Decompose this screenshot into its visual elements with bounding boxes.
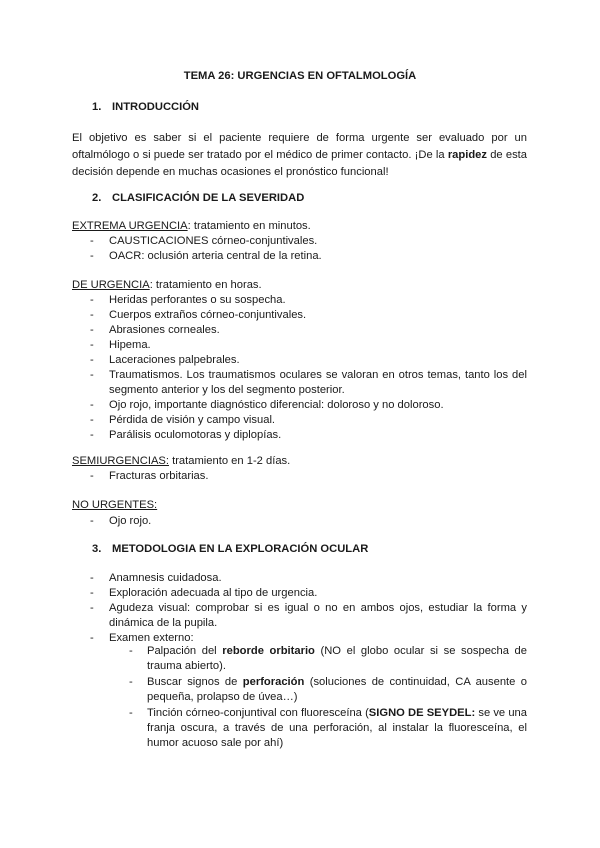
category-description: : tratamiento en minutos. — [187, 220, 311, 232]
no-urgentes-label — [72, 498, 157, 513]
section-title: INTRODUCCIÓN — [112, 101, 200, 113]
list-item: - Heridas perforantes o su sospecha. — [90, 293, 527, 308]
section-title: METODOLOGIA EN LA EXPLORACIÓN OCULAR — [112, 543, 369, 555]
category-label: EXTREMA URGENCIA — [72, 220, 188, 232]
section-heading-introduccion — [92, 101, 199, 113]
document-title: TEMA 26: URGENCIAS EN OFTALMOLOGÍA — [183, 70, 417, 82]
list-item: - Fracturas orbitarias. — [90, 469, 527, 484]
intro-text-bold: rapidez — [447, 149, 487, 161]
list-item: - OACR: oclusión arteria central de la retina. — [90, 249, 527, 264]
text-part: Palpación del — [147, 645, 223, 657]
extrema-urgencia-list — [90, 234, 527, 264]
list-item: - Hipema. — [90, 338, 527, 353]
list-item: - Laceraciones palpebrales. — [90, 353, 527, 368]
sublist-item — [129, 644, 527, 674]
list-item: - Pérdida de visión y campo visual. — [90, 413, 527, 428]
list-item: - Cuerpos extraños córneo-conjuntivales. — [90, 308, 527, 323]
semiurgencias-list — [90, 469, 527, 484]
section-heading-clasificacion — [92, 192, 304, 204]
text-bold: reborde orbitario — [222, 645, 315, 657]
list-item: - Ojo rojo. — [90, 514, 527, 529]
section-number: 3. — [92, 543, 102, 555]
metodologia-list — [90, 571, 527, 646]
category-description: : tratamiento en horas. — [149, 279, 262, 291]
list-item: - Ojo rojo, importante diagnóstico diferencial: doloroso y no doloroso. — [90, 398, 527, 413]
section-heading-metodologia — [92, 543, 368, 555]
list-item: - Anamnesis cuidadosa. — [90, 571, 527, 586]
de-urgencia-label — [72, 278, 262, 293]
text-bold: perforación — [242, 676, 305, 688]
sublist-item — [129, 706, 527, 751]
no-urgentes-list — [90, 514, 527, 529]
text-part: Buscar signos de — [147, 676, 243, 688]
list-item: - Abrasiones corneales. — [90, 323, 527, 338]
section-title: CLASIFICACIÓN DE LA SEVERIDAD — [112, 192, 305, 204]
text-part: (soluciones de continuidad, CA ausente o pequeña, prolapso de úvea…) — [147, 676, 527, 703]
text-part: (NO el globo ocular si se sospecha de trauma abierto). — [147, 645, 527, 672]
text-part: se ve una franja oscura, a través de una perforación, al instalar la fluoresceína, el humor acuoso sale por ahí) — [147, 707, 527, 749]
category-label: SEMIURGENCIAS: — [72, 455, 169, 467]
sublist-item — [129, 675, 527, 705]
list-item: - Exploración adecuada al tipo de urgencia. — [90, 586, 527, 601]
list-item: - CAUSTICACIONES córneo-conjuntivales. — [90, 234, 527, 249]
category-label: NO URGENTES: — [72, 499, 158, 511]
section-number: 2. — [92, 192, 102, 204]
category-description: tratamiento en 1-2 días. — [168, 455, 291, 467]
list-item: - Parálisis oculomotoras y diplopías. — [90, 428, 527, 443]
semiurgencias-label — [72, 454, 290, 469]
list-item: - Traumatismos. Los traumatismos oculares se valoran en otros temas, tanto los del segmento anterior y los del segmento posterior. — [90, 368, 527, 398]
list-item: - Agudeza visual: comprobar si es igual o no en ambos ojos, estudiar la forma y dinámica de la pupila. — [90, 601, 527, 631]
section-number: 1. — [92, 101, 102, 113]
intro-text-c: de esta decisión depende en muchas ocasiones el pronóstico funcional! — [72, 149, 527, 178]
list-item: - Examen externo: — [90, 631, 527, 646]
extrema-urgencia-label — [72, 219, 311, 234]
text-part: Tinción córneo-conjuntival con fluoresceína ( — [147, 707, 369, 719]
intro-paragraph — [72, 130, 527, 181]
de-urgencia-list — [90, 293, 527, 443]
category-label: DE URGENCIA — [72, 279, 150, 291]
intro-text-a: El objetivo es saber si el paciente requiere de forma urgente ser evaluado por un oftalmólogo o si puede ser tratado por el médico de primer contacto. ¡De la — [72, 132, 527, 161]
text-bold: SIGNO DE SEYDEL: — [368, 707, 476, 719]
examen-externo-sublist — [129, 644, 527, 751]
